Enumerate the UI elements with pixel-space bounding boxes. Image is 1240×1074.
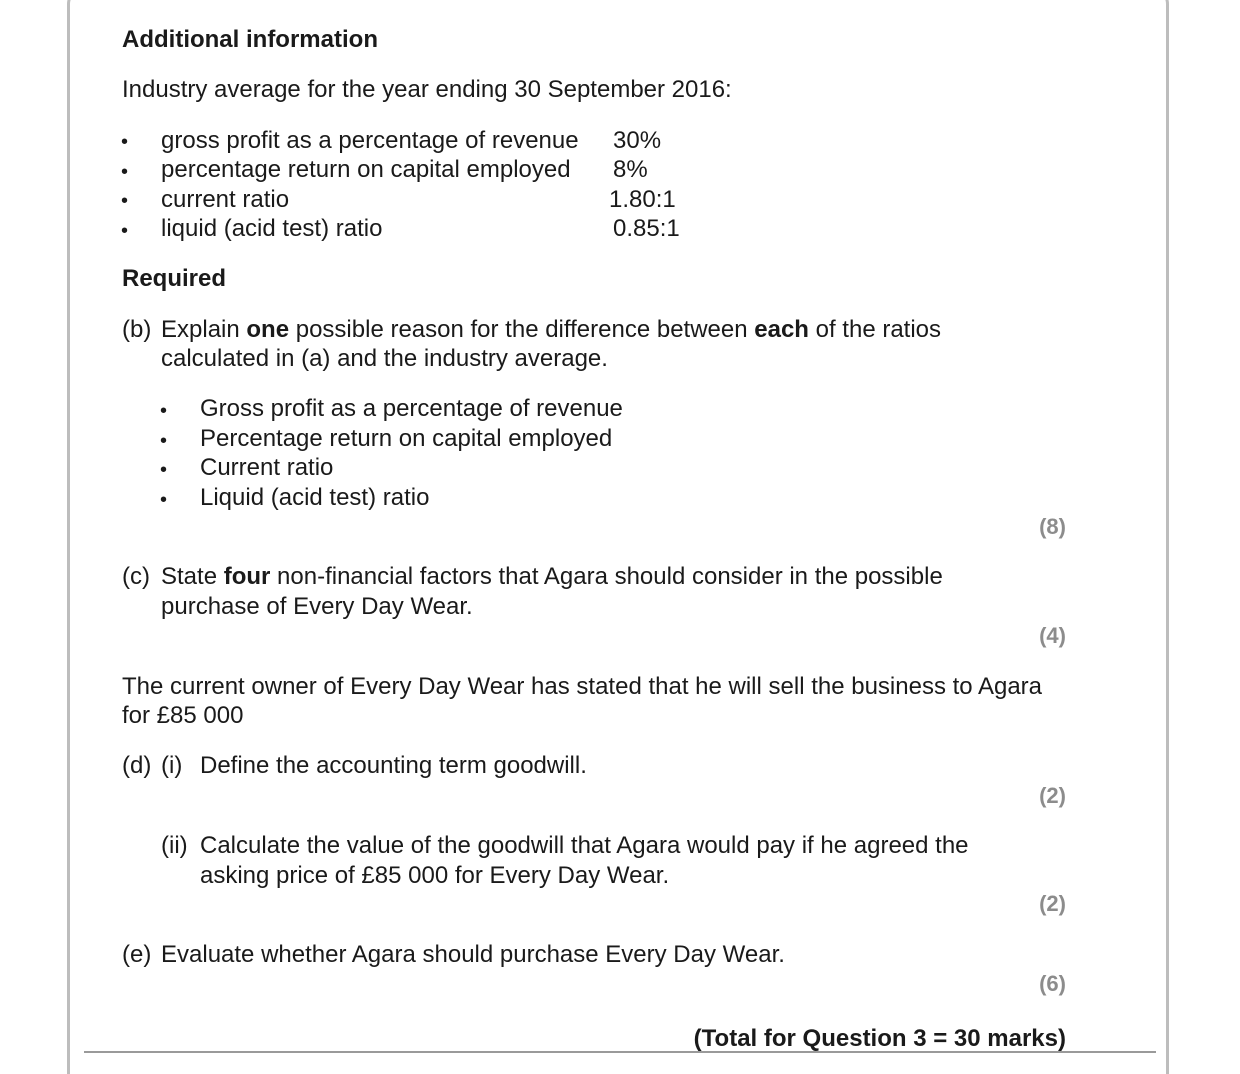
question-e-letter: (e) [122,941,152,968]
bullet-icon: • [160,400,168,422]
industry-item-value: 8% [613,156,648,183]
question-c-line2: purchase of Every Day Wear. [161,593,473,620]
owner-statement-line2: for £85 000 [122,702,244,729]
bullet-icon: • [160,489,168,511]
question-d-ii-line1: Calculate the value of the goodwill that Agara would pay if he agreed the [200,832,969,859]
industry-item-label: current ratio [161,186,290,213]
industry-item-value: 1.80:1 [609,186,676,213]
bullet-icon: • [160,459,168,481]
bullet-icon: • [121,190,129,212]
industry-item-value: 0.85:1 [613,215,680,242]
industry-item-value: 30% [613,127,662,154]
additional-info-heading: Additional information [122,26,378,53]
question-e-marks: (6) [1039,971,1066,996]
industry-item-label: percentage return on capital employed [161,156,571,183]
question-b-bullet: Current ratio [200,454,334,481]
bullet-icon: • [160,430,168,452]
question-b-bullet: Gross profit as a percentage of revenue [200,395,623,422]
bullet-icon: • [121,131,129,153]
question-d-ii-num: (ii) [161,832,188,859]
question-c-marks: (4) [1039,623,1066,648]
question-d-ii-line2: asking price of £85 000 for Every Day Wear. [200,862,670,889]
industry-item-label: gross profit as a percentage of revenue [161,127,579,154]
industry-average-intro: Industry average for the year ending 30 September 2016: [122,76,732,103]
question-c-line1: State four non-financial factors that Agara should consider in the possible [161,563,943,590]
bullet-icon: • [121,161,129,183]
owner-statement-line1: The current owner of Every Day Wear has stated that he will sell the business to Agara [122,673,1043,700]
question-d-i-num: (i) [161,752,183,779]
question-b-bullet: Percentage return on capital employed [200,425,613,452]
question-d-letter: (d) [122,752,152,779]
required-heading: Required [122,265,227,292]
question-d-i-text: Define the accounting term goodwill. [200,752,587,779]
question-b-line2: calculated in (a) and the industry average. [161,345,608,372]
question-d-ii-marks: (2) [1039,891,1066,916]
question-b-bullet: Liquid (acid test) ratio [200,484,430,511]
industry-item-label: liquid (acid test) ratio [161,215,383,242]
bullet-icon: • [121,220,129,242]
question-b-line1: Explain one possible reason for the difference between each of the ratios [161,316,942,343]
question-e-text: Evaluate whether Agara should purchase Every Day Wear. [161,941,785,968]
question-c-letter: (c) [122,563,150,590]
bottom-divider [84,1051,1156,1053]
question-total: (Total for Question 3 = 30 marks) [693,1025,1066,1052]
question-d-i-marks: (2) [1039,783,1066,808]
question-b-marks: (8) [1039,514,1066,539]
question-b-letter: (b) [122,316,152,343]
